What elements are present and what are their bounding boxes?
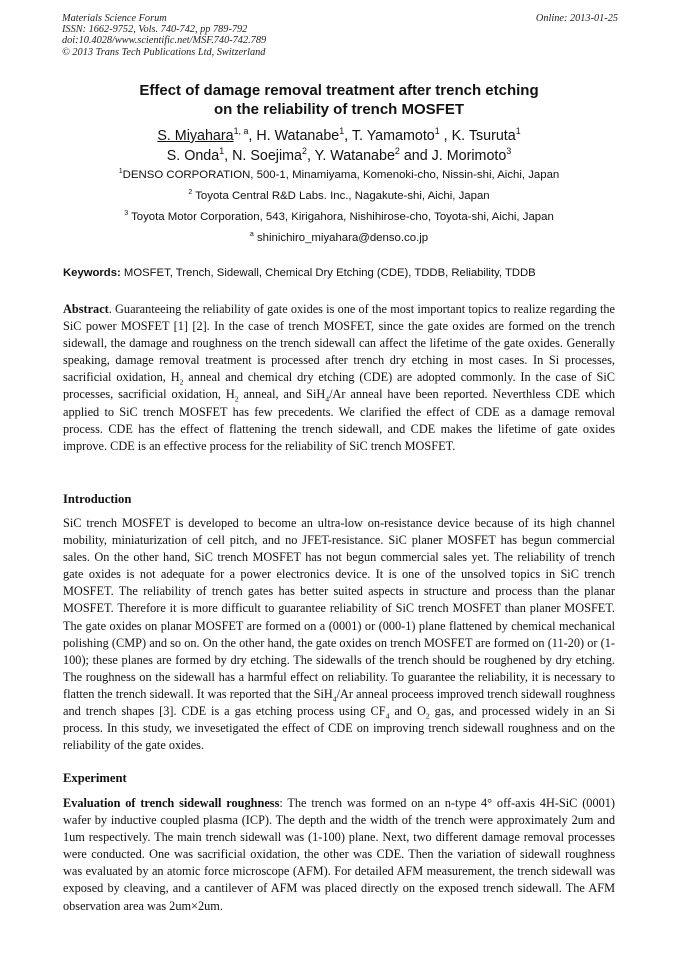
author-line-2	[40, 146, 638, 166]
affiliation-mark: 2	[188, 189, 193, 197]
author-sup: 1	[434, 126, 440, 137]
introduction-text: SiC trench MOSFET is developed to become an ultra-low on-resistance device because of its high channel mobility, miniaturization of cell pitch, and no JFET-resistance. SiC planer MOSFET has begun commercial sales. On the other hand, SiC trench MOSFET has not begun commercial sales yet. The reliability of trench gate oxides is not adequate for a power electronics device. It is one of the unsolved topics in SiC trench MOSFET. The reliability of trench gates has better suited aspects in structure and process than the planar MOSFET. Therefore it is more difficult to guarantee reliability of SiC trench MOSFET than planer MOSFET. The gate oxides on planar MOSFET are formed on a (0001) or (000-1) plane flattened by chemical mechanical polishing (CMP) and so on. On the other hand, the gate oxides on trench MOSFET are formed on (11-20) or (1-100); these planes are formed by dry etching. The sidewalls of the trench should be roughened by dry etching. The roughness on the sidewall has a harmful effect on reliability. To guarantee the reliability, it is necessary to flatten the trench sidewall. It was reported that the SiH	[63, 516, 615, 701]
doi-line: doi:10.4028/www.scientific.net/MSF.740-742.789	[62, 35, 267, 47]
author-sup: 1	[339, 126, 345, 137]
introduction-text: /Ar anneal proceess improved trench sidewall roughness and trench shapes [3]. CDE is a gas etching process using CF	[63, 686, 615, 719]
abstract-text: . Guaranteeing the reliability of gate oxides is one of the most important topics to realize regarding the SiC power MOSFET [1] [2]. In the case of trench MOSFET, since the gate oxides are formed on the trench sidewall, the damage and roughness on the trench sidewall can affect the lifetime of the gate oxides. Generally speaking, damage removal treatment is processed after trench dry etching in most cases. In Si processes, sacrificial oxidation, H	[63, 302, 615, 385]
abstract-text: /Ar anneal have been reported. Neverthless CDE which applied to SiC trench MOSFET has few precedents. We clarified the effect of CDE as a damage removal process. CDE has the effect of flattening the trench sidewall, and CDE makes the lifetime of gate oxides improve. CDE is an effective process for the reliability of SiC trench MOSFET.	[63, 387, 615, 453]
introduction-heading: Introduction	[63, 492, 132, 506]
abstract-text: anneal, and SiH	[238, 387, 326, 402]
affiliation-1	[40, 169, 638, 181]
subscript: 4	[325, 394, 330, 404]
abstract-text: anneal and chemical dry etching (CDE) are adopted commonly. In the case of SiC processes, sacrificial oxidation, H	[63, 370, 615, 402]
author-sup: 2	[394, 146, 400, 157]
email-line	[40, 232, 638, 244]
subscript: 4	[332, 694, 337, 704]
title-line-2: on the reliability of trench MOSFET	[213, 101, 465, 118]
copyright-line: © 2013 Trans Tech Publications Ltd, Switzerland	[62, 46, 266, 58]
author: S. Onda	[166, 148, 220, 164]
author: , Y. Watanabe	[306, 148, 395, 164]
keywords-text: MOSFET, Trench, Sidewall, Chemical Dry Etching (CDE), TDDB, Reliability, TDDB	[120, 267, 536, 279]
journal-info	[62, 13, 618, 58]
subscript: 2	[179, 377, 184, 387]
author-sup: 1	[219, 146, 225, 157]
experiment-subheading: Evaluation of trench sidewall roughness	[63, 796, 280, 810]
affiliation-mark: 3	[124, 210, 129, 218]
running-header	[62, 13, 618, 58]
introduction-text: gas, and processed widely in an Si process. In this study, we invesetigated the effect of CDE on improving trench sidewall roughness and on the reliability of the gate oxides.	[63, 704, 615, 753]
paper-title	[40, 81, 638, 119]
experiment-heading: Experiment	[63, 771, 127, 785]
experiment-paragraph	[63, 795, 615, 915]
email-mark: a	[249, 231, 254, 239]
affiliation-text: Toyota Motor Corporation, 543, Kirigahora, Nishihirose-cho, Toyota-shi, Aichi, Japan	[128, 211, 554, 223]
author: , T. Yamamoto	[344, 128, 435, 144]
online-date: Online: 2013-01-25	[535, 13, 618, 24]
experiment-text: : The trench was formed on an n-type 4° off-axis 4H-SiC (0001) wafer by inductive coupled plasma (ICP). The depth and the width of the trench were approximately 2um and 1um respectively. The main trench sidewall was (1-100) plane. Next, two different damage removal processes were conducted. One was sacrificial oxidation, the other was CDE. Then the variation of sidewall roughness was evaluated by an atomic force microscope (AFM). For detailed AFM measurement, the trench sidewall was exposed by cleaving, and a cantilever of AFM was placed directly on the exposed trench sidewall. The AFM observation area was 2um×2um.	[63, 796, 615, 913]
keywords-line	[63, 267, 623, 279]
affiliation-mark: 1	[118, 168, 123, 176]
email-address: shinichiro_miyahara@denso.co.jp	[253, 232, 429, 244]
author-sup: 2	[302, 146, 307, 157]
affiliation-text: DENSO CORPORATION, 500-1, Minamiyama, Komenoki-cho, Nissin-shi, Aichi, Japan	[122, 169, 560, 181]
affiliation-2	[40, 190, 638, 202]
abstract-label: Abstract	[63, 302, 109, 316]
introduction-paragraph	[63, 515, 615, 754]
author-line-1	[40, 126, 638, 146]
author: , H. Watanabe	[248, 128, 340, 144]
author: , K. Tsuruta	[439, 128, 516, 144]
author-sup: 1	[515, 126, 521, 137]
issn-line: ISSN: 1662-9752, Vols. 740-742, pp 789-792	[62, 24, 248, 36]
author-list	[40, 126, 638, 166]
keywords-label: Keywords:	[63, 267, 121, 279]
affiliation-text: Toyota Central R&D Labs. Inc., Nagakute-shi, Aichi, Japan	[192, 190, 490, 202]
author: and J. Morimoto	[399, 148, 507, 164]
title-line-1: Effect of damage removal treatment after trench etching	[139, 82, 539, 99]
subscript: 2	[425, 711, 430, 721]
author-sup: 3	[506, 146, 512, 157]
journal-name: Materials Science Forum	[62, 13, 167, 24]
subscript: 2	[234, 394, 239, 404]
introduction-text: and O	[389, 704, 426, 719]
author: , N. Soejima	[224, 148, 302, 164]
author-sup: 1, a	[233, 126, 249, 137]
affiliation-3	[40, 211, 638, 223]
corresponding-author: S. Miyahara	[157, 128, 234, 144]
subscript: 4	[385, 711, 390, 721]
abstract-paragraph	[63, 301, 615, 455]
